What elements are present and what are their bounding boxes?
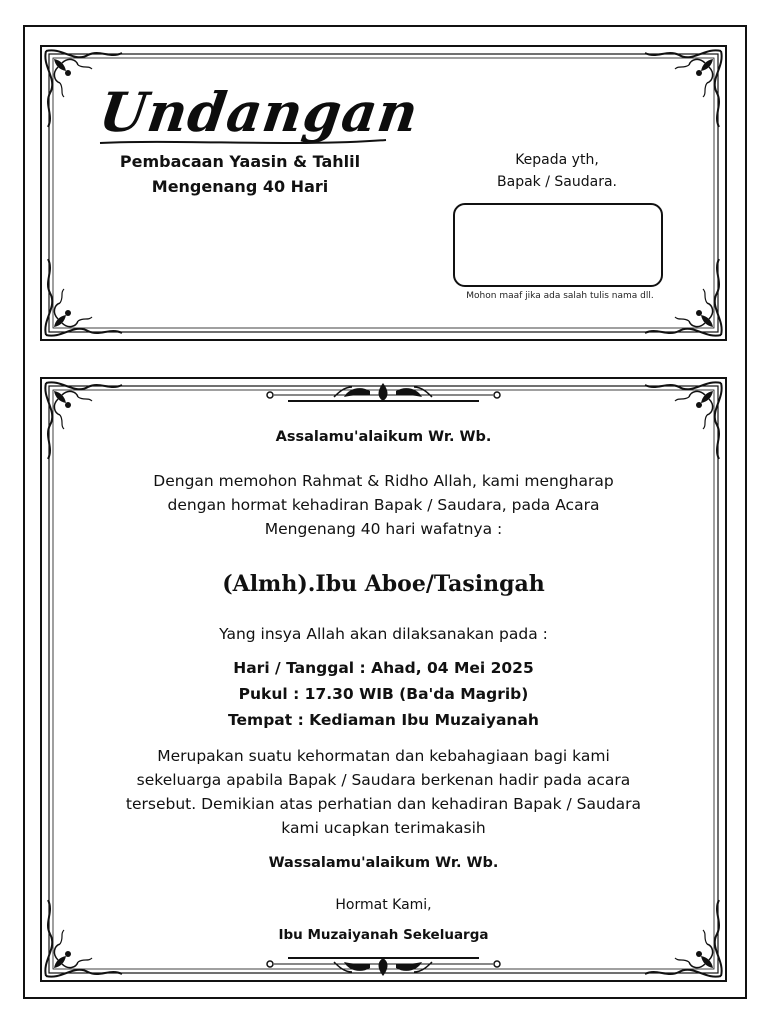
event-place: Tempat : Kediaman Ibu Muzaiyanah	[228, 711, 539, 729]
closing-line-2: sekeluarga apabila Bapak / Saudara berkenan hadir pada acara	[136, 771, 631, 789]
intro-line-1: Dengan memohon Rahmat & Ridho Allah, kami mengharap	[153, 472, 614, 490]
letter-card	[40, 377, 727, 982]
envelope-subtitle	[100, 149, 380, 199]
closing-greeting: Wassalamu'alaikum Wr. Wb.	[268, 855, 499, 871]
closing-line-1: Merupakan suatu kehormatan dan kebahagiaan bagi kami	[157, 747, 610, 765]
recipient-line-2: Bapak / Saudara.	[497, 174, 617, 190]
title-underline	[98, 137, 388, 147]
recipient-line-1: Kepada yth,	[515, 152, 599, 168]
intro-line-2: dengan hormat kehadiran Bapak / Saudara, pada Acara	[167, 496, 600, 514]
deceased-name: (Almh).Ibu Aboe/Tasingah	[222, 571, 545, 597]
opening-greeting: Assalamu'alaikum Wr. Wb.	[275, 429, 492, 445]
corner-flourish-icon	[45, 259, 122, 336]
apology-note: Mohon maaf jika ada salah tulis nama dll.	[466, 291, 654, 301]
subtitle-line-2: Mengenang 40 Hari	[151, 177, 329, 196]
recipient-name-box	[453, 203, 663, 287]
closing-line-3: tersebut. Demikian atas perhatian dan kehadiran Bapak / Saudara	[125, 795, 642, 813]
closing-paragraph	[40, 744, 727, 840]
event-time: Pukul : 17.30 WIB (Ba'da Magrib)	[238, 685, 529, 703]
schedule-lead: Yang insya Allah akan dilaksanakan pada :	[219, 625, 548, 643]
intro-line-3: Mengenang 40 hari wafatnya :	[264, 520, 503, 538]
event-details	[40, 655, 727, 733]
closing-line-4: kami ucapkan terimakasih	[281, 819, 486, 837]
invitation-intro	[40, 469, 727, 541]
regards-label: Hormat Kami,	[335, 897, 432, 913]
subtitle-line-1: Pembacaan Yaasin & Tahlil	[119, 152, 361, 171]
corner-flourish-icon	[645, 382, 722, 459]
envelope-title: Undangan	[95, 80, 423, 144]
envelope-card	[40, 45, 727, 341]
recipient-label	[472, 149, 642, 193]
event-date: Hari / Tanggal : Ahad, 04 Mei 2025	[233, 659, 534, 677]
corner-flourish-icon	[45, 382, 122, 459]
signature-name: Ibu Muzaiyanah Sekeluarga	[278, 927, 489, 943]
corner-flourish-icon	[645, 50, 722, 127]
